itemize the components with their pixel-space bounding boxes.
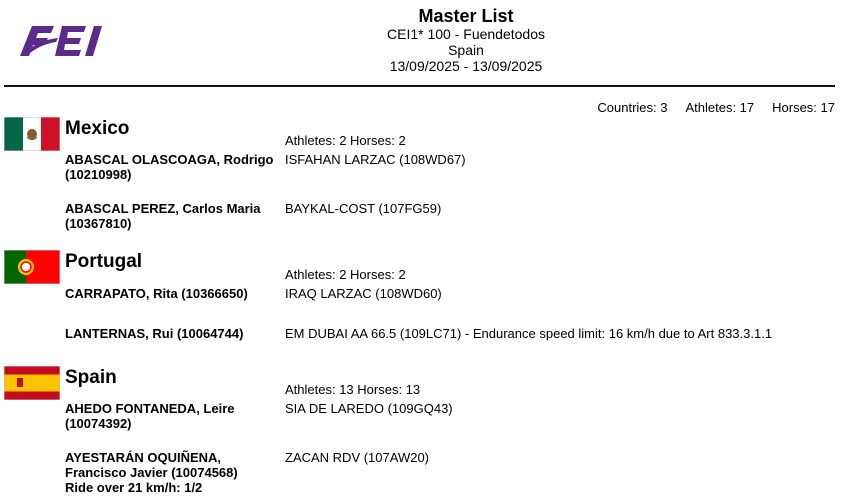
- header-divider: [4, 85, 835, 87]
- total-horses: Horses: 17: [772, 100, 835, 115]
- event-country: Spain: [448, 42, 484, 58]
- flag-spain-icon: [4, 366, 60, 400]
- athlete-name: AHEDO FONTANEDA, Leire (10074392): [65, 401, 235, 431]
- athlete-note: Ride over 21 km/h: 1/2: [65, 480, 203, 495]
- horse-name: BAYKAL-COST (107FG59): [285, 201, 442, 216]
- nation-counts: Athletes: 2 Horses: 2: [285, 267, 406, 282]
- report-header: [300, 6, 632, 74]
- athlete-name: LANTERNAS, Rui (10064744): [65, 326, 244, 341]
- horse-name: SIA DE LAREDO (109GQ43): [285, 401, 453, 416]
- total-athletes: Athletes: 17: [685, 100, 755, 115]
- nation-name: Portugal: [65, 251, 143, 272]
- horse-name: ZACAN RDV (107AW20): [285, 450, 429, 465]
- athlete-name: ABASCAL OLASCOAGA, Rodrigo (10210998): [65, 152, 274, 182]
- nation-counts: Athletes: 2 Horses: 2: [285, 133, 406, 148]
- totals-summary: [597, 100, 835, 115]
- total-countries: Countries: 3: [597, 100, 668, 115]
- nation-name: Mexico: [65, 118, 130, 139]
- athlete-name: ABASCAL PEREZ, Carlos Maria (10367810): [65, 201, 261, 231]
- event-name: CEI1* 100 - Fuendetodos: [387, 26, 545, 42]
- athlete-name: CARRAPATO, Rita (10366650): [65, 286, 248, 301]
- athlete-entry: [65, 450, 283, 495]
- horse-name: ISFAHAN LARZAC (108WD67): [285, 152, 466, 167]
- event-dates: 13/09/2025 - 13/09/2025: [389, 58, 543, 74]
- athlete-name: AYESTARÁN OQUIÑENA, Francisco Javier (10074568): [65, 450, 238, 480]
- page-title: Master List: [418, 6, 514, 26]
- fei-logo: [18, 22, 118, 58]
- nation-counts: Athletes: 13 Horses: 13: [285, 382, 421, 397]
- horse-name: EM DUBAI AA 66.5 (109LC71) - Endurance speed limit: 16 km/h due to Art 833.3.1.1: [285, 326, 773, 341]
- nation-name: Spain: [65, 367, 117, 388]
- flag-mexico-icon: [4, 117, 60, 151]
- flag-portugal-icon: [4, 250, 60, 284]
- horse-name: IRAQ LARZAC (108WD60): [285, 286, 442, 301]
